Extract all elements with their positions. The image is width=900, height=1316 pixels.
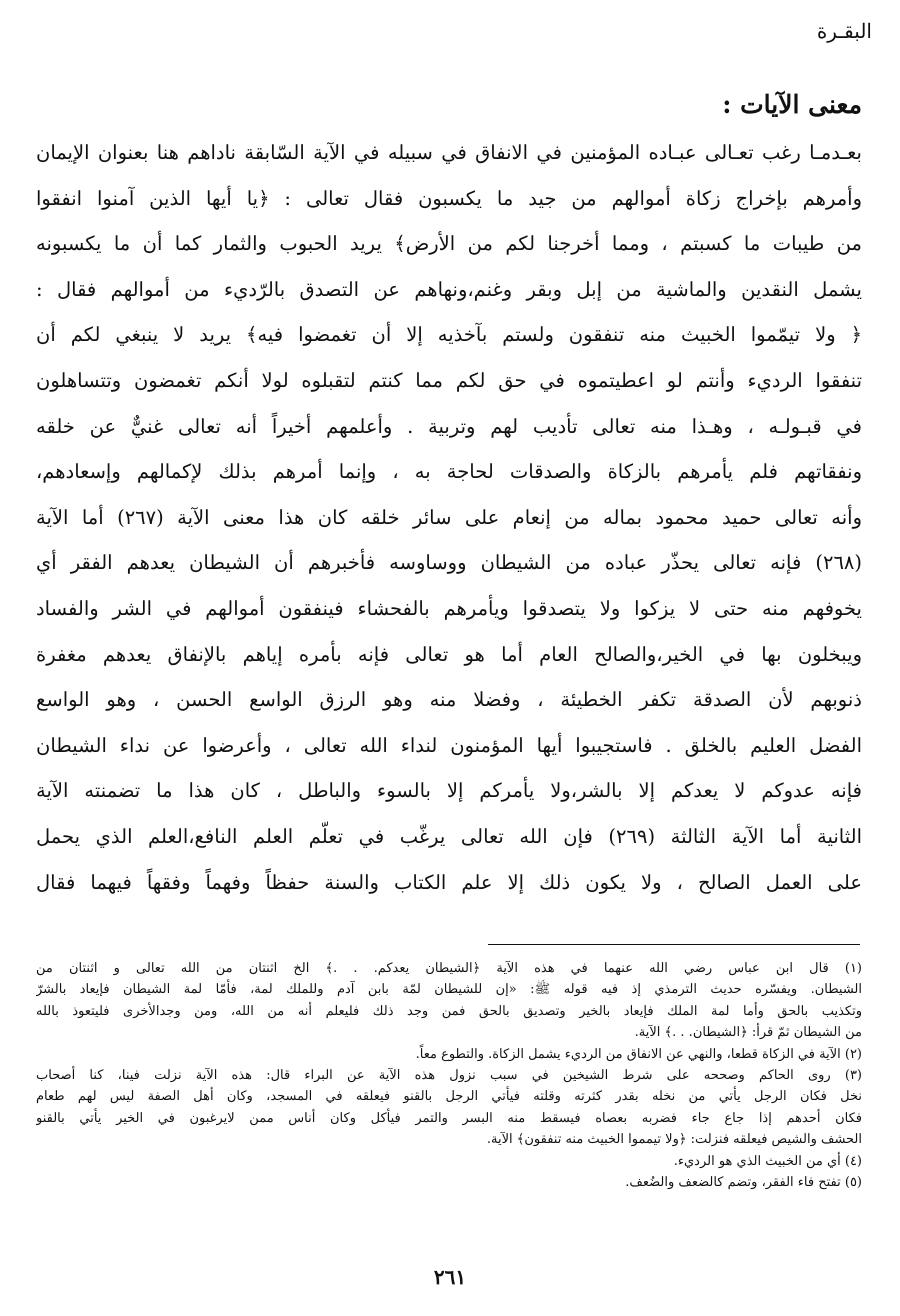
body-line: ويبخلون بها في الخير،والصالح العام أما هو تعالى فإنه بأمره إياهم بالإنفاق يعدهم مغفرة xyxy=(36,642,862,666)
footnote-line: فكان أحدهم إذا جاع جاء فضربه بعصاه فيسقط منه البسر والتمر فيأكل وكان أناس ممن لايرغبون في الخير يأتي بالقنو xyxy=(36,1110,862,1126)
body-line: وأنه تعالى حميد محمود بماله من إنعام على سائر خلقه كان هذا معنى الآية (٢٦٧) أما الآية xyxy=(36,505,862,529)
body-line: الثانية أما الآية الثالثة (٢٦٩) فإن الله تعالى يرغّب في تعلّم العلم النافع،العلم الذي يحمل xyxy=(36,824,862,848)
body-line: فإنه عدوكم لا يعدكم إلا بالشر،ولا يأمركم إلا بالسوء والباطل ، كان هذا ما تضمنته الآية xyxy=(36,779,862,803)
body-line: الفضل العليم بالخلق . فاستجيبوا أيها المؤمنون لنداء الله تعالى ، وأعرضوا عن نداء الشيطان xyxy=(36,733,862,757)
body-line: تنفقوا الرديء وأنتم لو اعطيتموه في حق لكم مما كنتم لتقبلوه لولا أنكم تغمضون وتتساهلون xyxy=(36,368,862,392)
footnote-line: وتكذيب بالحق وأما لمة الملك فإيعاد بالخير وتصديق بالحق فمن وجد ذلك فليعلم أنه من الله، ومن وجدالأخرى فليتعوذ بالله xyxy=(36,1003,862,1019)
body-line: (٢٦٨) فإنه تعالى يحذّر عباده من الشيطان ووساوسه فأخبرهم أن الشيطان يعدهم الفقر أي xyxy=(36,551,862,575)
footnotes xyxy=(36,958,862,1193)
body-line: وأمرهم بإخراج زكاة أموالهم من جيد ما يكسبون فقال تعالى : ﴿يا أيها الذين آمنوا انفقوا xyxy=(36,186,862,210)
body-line: ونفقاتهم فلم يأمرهم بالزكاة والصدقات لحاجة به ، وإنما أمرهم بذلك لإكمالهم وإسعادهم، xyxy=(36,460,862,484)
body-line: ﴿ ولا تيمّموا الخبيث منه تنفقون ولستم بآخذيه إلا أن تغمضوا فيه﴾ يريد لا ينبغي لكم أن xyxy=(36,323,862,347)
section-heading: معنى الآيات : xyxy=(722,90,862,119)
footnote-line: الشيطان. ويفسّره حديث الترمذي إذ فيه قوله ﷺ: «إن للشيطان لمّة بابن آدم وللملك لمة، فأمّا لمة الشيطان فإيعاد بالشرّ xyxy=(36,982,862,998)
footnote-line: (٤) أي من الخبيث الذي هو الرديء. xyxy=(673,1153,862,1169)
footnote-line: (٢) الآية في الزكاة قطعا، والنهي عن الانفاق من الرديء يشمل الزكاة. والتطوع معاً. xyxy=(415,1046,862,1062)
page-number: ٢٦١ xyxy=(433,1265,467,1289)
footnote-divider xyxy=(488,944,860,945)
footnote-line: الحشف والشيص فيعلقه فنزلت: ﴿ولا تيمموا الخبيث منه تنفقون﴾ الآية. xyxy=(486,1132,862,1148)
footnote-line: (٥) تفتح فاء الفقر، وتضم كالضعف والضُعف. xyxy=(625,1174,862,1190)
body-line: ذنوبهم لأن الصدقة تكفر الخطيئة ، وفضلا منه وهو الرزق الواسع الحسن ، وهو الواسع xyxy=(36,688,862,712)
main-text xyxy=(36,130,862,905)
body-line: يشمل النقدين والماشية من إبل وبقر وغنم،ونهاهم عن التصدق بالرّديء من أموالهم فقال : xyxy=(36,277,862,301)
body-line: من طيبات ما كسبتم ، ومما أخرجنا لكم من الأرض﴾ يريد الحبوب والثمار كما أن ما يكسبونه xyxy=(36,232,862,256)
body-line: يخوفهم منه حتى لا يزكوا ولا يتصدقوا ويأمرهم بالفحشاء فينفقون أموالهم في الشر والفساد xyxy=(36,596,862,620)
footnote-line: (١) قال ابن عباس رضي الله عنهما في هذه الآية ﴿الشيطان يعدكم. . .﴾ الخ اثنتان من الله تعالى و اثنتان من xyxy=(36,961,862,976)
footnote-line: (٣) روى الحاكم وصححه على شرط الشيخين في سبب نزول هذه الآية عن البراء قال: هذه الآية نزلت فينا، كنا أصحاب xyxy=(36,1067,862,1083)
body-line: في قبـولـه ، وهـذا منه تعالى تأديب لهم وتربية . وأعلمهم أخيراً أنه تعالى غنيٌّ عن خلقه xyxy=(36,414,862,438)
running-header: البقـرة xyxy=(816,19,872,43)
body-line: بعـدمـا رغب تعـالى عبـاده المؤمنين في الانفاق في سبيله في الآية السّابقة ناداهم هنا بعنوان الإيمان xyxy=(36,141,862,164)
footnote-line: نخل فكان الرجل يأتي من نخله بقدر كثرته وقلته فيأتي الرجل بالقنو فيعلقه في المسجد، وكان أهل الصفة ليس لهم طعام xyxy=(36,1089,862,1105)
footnote-line: من الشيطان ثمّ قرأ: ﴿الشيطان. . .﴾ الآية. xyxy=(634,1025,862,1041)
body-line: على العمل الصالح ، ولا يكون ذلك إلا علم الكتاب والسنة حفظاً وفهماً وفقهاً فيهما فقال xyxy=(36,870,862,894)
